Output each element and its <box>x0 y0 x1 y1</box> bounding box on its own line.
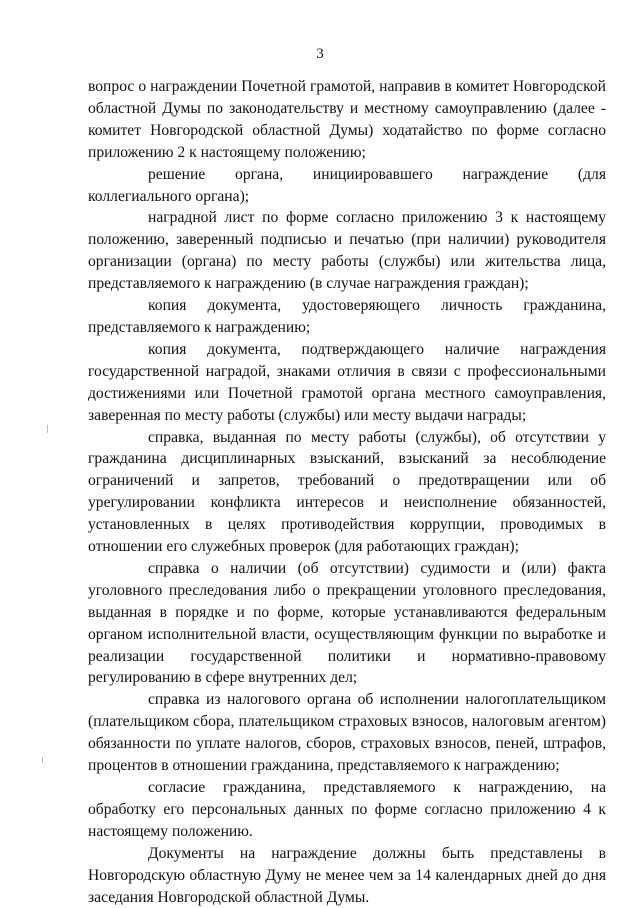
scan-artifact-mark <box>42 757 43 763</box>
scan-artifact-mark <box>47 425 48 433</box>
paragraph-tax-certificate: справка из налогового органа об исполнении налогоплательщиком (плательщиком сбора, плательщиком страховых взносов, налоговым агентом) обязанности по уплате налогов, сборов, страховых взносов, пеней, штрафов, процентов в отношении гражданина, представляемого к награждению; <box>88 691 606 775</box>
paragraph-workplace-certificate: справка, выданная по месту работы (службы), об отсутствии у гражданина дисциплинарных взысканий, взысканий за несоблюдение ограничений и запретов, требований о предотвращении или об урегулировании конфликта интересов и неисполнение обязанностей, установленных в целях противодействия коррупции, проводимых в отношении его служебных проверок (для работающих граждан); <box>88 428 606 556</box>
document-body <box>88 76 606 908</box>
paragraph-1-continuation: вопрос о награждении Почетной грамотой, направив в комитет Новгородской областной Думы по законодательству и местному самоуправлению (далее - комитет Новгородской областной Думы) ходатайство по форме согласно приложению 2 к настоящему положению; <box>88 78 606 161</box>
paragraph-submission-deadline: Документы на награждение должны быть представлены в Новгородскую областную Думу не менее чем за 14 календарных дней до дня заседания Новгородской областной Думы. <box>88 844 606 906</box>
paragraph-criminal-record-certificate: справка о наличии (об отсутствии) судимости и (или) факта уголовного преследования либо о прекращении уголовного преследования, выданная в порядке и по форме, которые устанавливаются федеральным органом исполнительной власти, осуществляющим функции по выработке и реализации государственной политики и нормативно-правовому регулированию в сфере внутренних дел; <box>88 559 606 687</box>
paragraph-collegial-decision: решение органа, инициировавшего награждение (для коллегиального органа); <box>88 165 606 205</box>
paragraph-award-sheet: наградной лист по форме согласно приложению 3 к настоящему положению, заверенный подписью и печатью (при наличии) руководителя организации (органа) по месту работы (службы) или жительства лица, представляемого к награждению (в случае награждения граждан); <box>88 209 606 293</box>
page-number: 3 <box>316 46 324 62</box>
paragraph-award-copy: копия документа, подтверждающего наличие награждения государственной наградой, знаками отличия в связи с профессиональными достижениями или Почетной грамотой органа местного самоуправления, заверенная по месту работы (службы) или месту выдачи награды; <box>88 340 606 424</box>
paragraph-consent: согласие гражданина, представляемого к награждению, на обработку его персональных данных по форме согласно приложению 4 к настоящему положению. <box>88 779 606 840</box>
paragraph-identity-copy: копия документа, удостоверяющего личность гражданина, представляемого к награждению; <box>88 297 606 336</box>
